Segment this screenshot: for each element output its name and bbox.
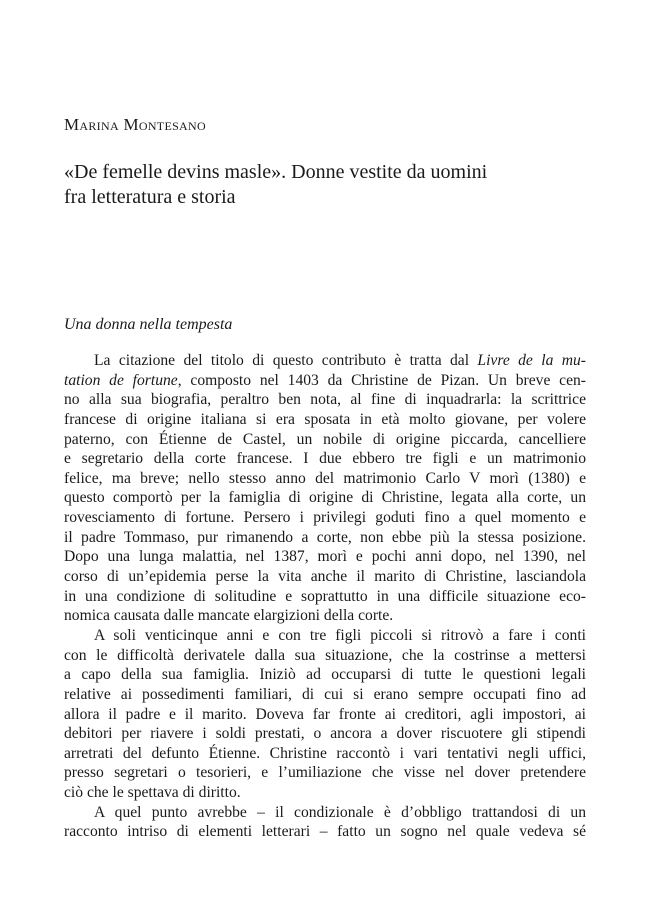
body-line: allora il padre e il marito. Doveva far fronte ai creditori, agli impostori, ai [64, 705, 586, 723]
article-title [64, 160, 586, 210]
body-line: Dopo una lunga malattia, nel 1387, morì e pochi anni dopo, nel 1390, nel [64, 548, 586, 566]
body-line: il padre Tommaso, pur rimanendo a corte, non ebbe più la stessa posizione. [64, 528, 586, 546]
body-line: felice, ma breve; nello stesso anno del matrimonio Carlo V morì (1380) e [64, 469, 586, 487]
body-line: A quel punto avrebbe – il condizionale è d’obbligo trattandosi di un [94, 803, 586, 821]
body-line: A soli venticinque anni e con tre figli piccoli si ritrovò a fare i conti [94, 626, 586, 644]
body-line: relative ai possedimenti familiari, di cui si erano sempre occupati fino ad [64, 685, 586, 703]
body-line: con le difficoltà derivatele dalla sua situazione, che la costrinse a mettersi [64, 646, 586, 664]
body-line: La citazione del titolo di questo contributo è tratta dal Livre de la mu- [94, 352, 586, 369]
body-line: racconto intriso di elementi letterari – fatto un sogno nel quale vedeva sé [64, 823, 586, 841]
body-line: paterno, con Étienne de Castel, un nobile di origine piccarda, cancelliere [64, 430, 586, 448]
body-line: nomica causata dalle mancate elargizioni della corte. [64, 607, 394, 625]
body-text [64, 351, 586, 842]
author-name: Marina Montesano [64, 115, 206, 134]
body-line: tation de fortune, composto nel 1403 da Christine de Pizan. Un breve cen- [64, 371, 586, 389]
page [64, 0, 586, 910]
body-line: in una condizione di solitudine e soprattutto in una difficile situazione eco- [64, 587, 586, 605]
body-line: no alla sua biografia, peraltro ben nota, al fine di inquadrarla: la scrittrice [64, 391, 586, 409]
section-heading: Una donna nella tempesta [64, 316, 233, 333]
body-line: ciò che le spettava di diritto. [64, 784, 241, 802]
body-line: arretrati del defunto Étienne. Christine raccontò i vari tentativi negli uffici, [64, 744, 586, 762]
body-line: questo comportò per la famiglia di origine di Christine, legata alla corte, un [64, 489, 586, 507]
body-line: corso di un’epidemia perse la vita anche il marito di Christine, lasciandola [64, 568, 586, 586]
body-line: presso segretari o tesorieri, e l’umiliazione che visse nel dover pretendere [64, 764, 586, 782]
body-line: debitori per riavere i soldi prestati, o ancora a dover riscuotere gli stipendi [64, 725, 586, 743]
body-line: a capo della sua famiglia. Iniziò ad occuparsi di tutte le questioni legali [64, 666, 586, 684]
title-line-1: «De femelle devins masle». Donne vestite da uomini [64, 161, 488, 183]
body-line: rovesciamento di fortune. Persero i privilegi goduti fino a quel momento e [64, 509, 586, 527]
body-line: e segretario della corte francese. I due ebbero tre figli e un matrimonio [64, 450, 586, 468]
body-line: francese di origine italiana si era sposata in età molto giovane, per volere [64, 410, 586, 428]
title-line-2: fra letteratura e storia [64, 186, 236, 208]
